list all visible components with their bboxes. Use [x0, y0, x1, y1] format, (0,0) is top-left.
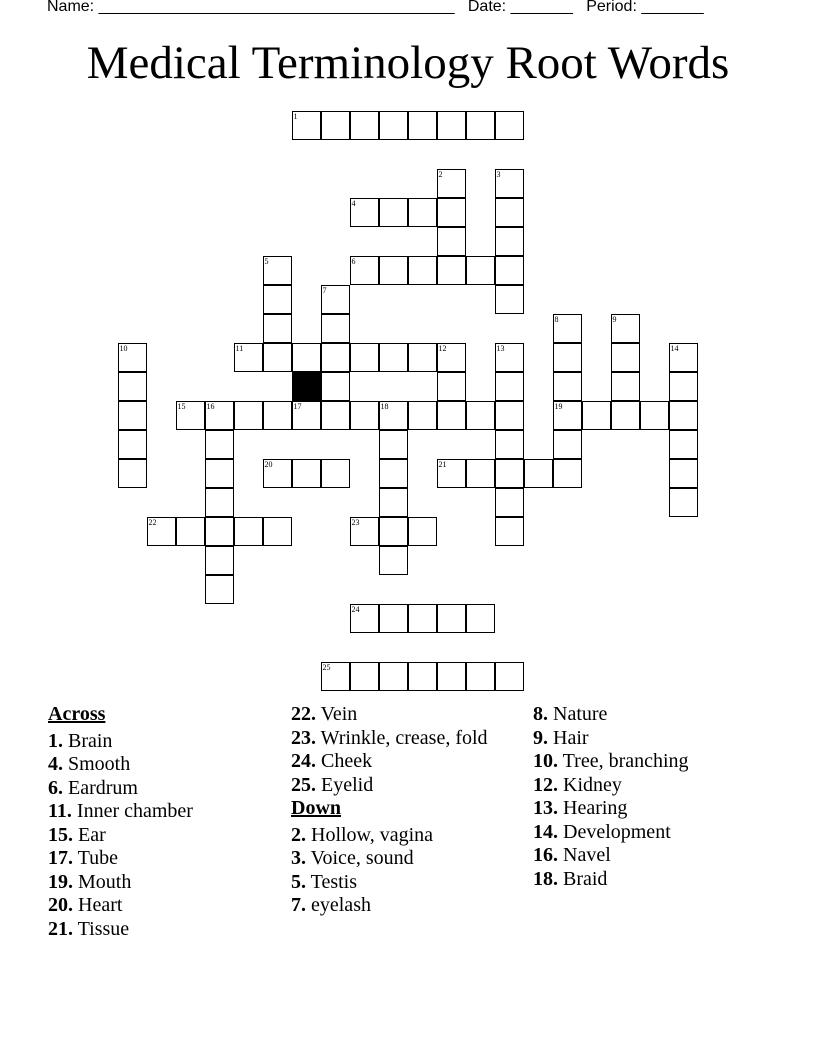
clue-across-22: 22. Vein — [291, 703, 358, 725]
clue-down-12: 12. Kidney — [533, 773, 622, 796]
clue-across-1: 1. Brain — [48, 729, 113, 752]
grid-cell[interactable] — [234, 343, 263, 372]
grid-cell[interactable] — [495, 111, 524, 140]
grid-cell[interactable] — [263, 343, 292, 372]
grid-cell[interactable] — [553, 459, 582, 488]
clue-number: 19 — [554, 401, 563, 411]
grid-cell[interactable] — [437, 459, 466, 488]
clue-across-6: 6. Eardrum — [48, 776, 138, 799]
grid-cell[interactable] — [118, 372, 147, 401]
grid-cell[interactable] — [437, 401, 466, 430]
grid-cell[interactable] — [205, 546, 234, 575]
grid-cell[interactable] — [176, 401, 205, 430]
grid-cell[interactable] — [379, 517, 408, 546]
clue-number: 20 — [264, 459, 273, 469]
grid-cell[interactable] — [408, 662, 437, 691]
grid-cell[interactable] — [437, 343, 466, 372]
name-blank[interactable]: ________________________________________ — [98, 0, 455, 15]
clue-across-25: 25. Eyelid — [291, 773, 374, 796]
clue-number: 21 — [438, 459, 447, 469]
name-label: Name: — [47, 0, 95, 15]
clue-number: 5 — [264, 256, 269, 266]
grid-cell[interactable] — [118, 430, 147, 459]
grid-cell[interactable] — [379, 604, 408, 633]
clue-number: 6 — [351, 256, 356, 266]
clue-number: 12 — [438, 343, 447, 353]
grid-cell[interactable] — [466, 111, 495, 140]
grid-cell[interactable] — [495, 517, 524, 546]
grid-cell[interactable] — [495, 372, 524, 401]
clue-down-16: 16. Navel — [533, 844, 611, 866]
grid-cell[interactable] — [437, 604, 466, 633]
grid-cell[interactable] — [669, 401, 698, 430]
grid-cell[interactable] — [234, 401, 263, 430]
grid-cell[interactable] — [669, 488, 698, 517]
grid-cell[interactable] — [495, 662, 524, 691]
clue-number: 22 — [148, 517, 157, 527]
clue-number: 23 — [351, 517, 360, 527]
grid-cell[interactable] — [321, 662, 350, 691]
clue-down-18: 18. Braid — [533, 867, 608, 890]
blocked-cell — [292, 372, 321, 401]
grid-cell[interactable] — [640, 401, 669, 430]
across-heading: Across — [48, 703, 106, 725]
grid-cell[interactable] — [495, 169, 524, 198]
clue-across-15: 15. Ear — [48, 823, 106, 846]
grid-cell[interactable] — [292, 401, 321, 430]
grid-cell[interactable] — [321, 111, 350, 140]
grid-cell[interactable] — [205, 459, 234, 488]
grid-cell[interactable] — [350, 662, 379, 691]
clue-column-2 — [291, 703, 526, 918]
clue-number: 17 — [293, 401, 302, 411]
grid-cell[interactable] — [379, 546, 408, 575]
clue-down-8: 8. Nature — [533, 703, 608, 725]
grid-cell[interactable] — [379, 662, 408, 691]
grid-cell[interactable] — [437, 227, 466, 256]
grid-cell[interactable] — [234, 517, 263, 546]
clue-column-3 — [533, 703, 773, 891]
clue-number: 18 — [380, 401, 389, 411]
grid-cell[interactable] — [176, 517, 205, 546]
grid-cell[interactable] — [611, 314, 640, 343]
grid-cell[interactable] — [611, 401, 640, 430]
clue-number: 1 — [293, 111, 298, 121]
grid-cell[interactable] — [611, 372, 640, 401]
grid-cell[interactable] — [495, 401, 524, 430]
grid-cell[interactable] — [379, 343, 408, 372]
grid-cell[interactable] — [437, 111, 466, 140]
clue-down-5: 5. Testis — [291, 870, 358, 893]
clue-number: 4 — [351, 198, 356, 208]
grid-cell[interactable] — [437, 372, 466, 401]
grid-cell[interactable] — [379, 488, 408, 517]
grid-cell[interactable] — [350, 343, 379, 372]
grid-cell[interactable] — [350, 401, 379, 430]
grid-cell[interactable] — [669, 459, 698, 488]
clue-across-11: 11. Inner chamber — [48, 800, 193, 822]
clue-number: 14 — [670, 343, 679, 353]
grid-cell[interactable] — [437, 662, 466, 691]
period-blank[interactable]: _______ — [641, 0, 704, 15]
grid-cell[interactable] — [553, 401, 582, 430]
grid-cell[interactable] — [321, 372, 350, 401]
grid-cell[interactable] — [553, 314, 582, 343]
grid-cell[interactable] — [205, 401, 234, 430]
grid-cell[interactable] — [263, 285, 292, 314]
grid-cell[interactable] — [495, 285, 524, 314]
grid-cell[interactable] — [495, 459, 524, 488]
clue-number: 24 — [351, 604, 360, 614]
grid-cell[interactable] — [292, 343, 321, 372]
grid-cell[interactable] — [379, 198, 408, 227]
clue-number: 13 — [496, 343, 505, 353]
grid-cell[interactable] — [611, 343, 640, 372]
grid-cell[interactable] — [466, 401, 495, 430]
grid-cell[interactable] — [408, 111, 437, 140]
grid-cell[interactable] — [495, 256, 524, 285]
clue-down-9: 9. Hair — [533, 726, 589, 749]
grid-cell[interactable] — [408, 343, 437, 372]
clue-number: 15 — [177, 401, 186, 411]
grid-cell[interactable] — [466, 459, 495, 488]
grid-cell[interactable] — [495, 198, 524, 227]
clue-number: 3 — [496, 169, 501, 179]
grid-cell[interactable] — [466, 604, 495, 633]
clue-number: 8 — [554, 314, 559, 324]
clue-number: 2 — [438, 169, 443, 179]
grid-cell[interactable] — [321, 285, 350, 314]
grid-cell[interactable] — [582, 401, 611, 430]
grid-cell[interactable] — [408, 198, 437, 227]
down-heading: Down — [291, 797, 342, 819]
grid-cell[interactable] — [495, 430, 524, 459]
clue-across-24: 24. Cheek — [291, 750, 373, 772]
grid-cell[interactable] — [205, 430, 234, 459]
grid-cell[interactable] — [408, 517, 437, 546]
grid-cell[interactable] — [553, 372, 582, 401]
clue-down-14: 14. Development — [533, 820, 671, 843]
grid-cell[interactable] — [553, 430, 582, 459]
grid-cell[interactable] — [553, 343, 582, 372]
grid-cell[interactable] — [379, 459, 408, 488]
grid-cell[interactable] — [495, 227, 524, 256]
grid-cell[interactable] — [437, 169, 466, 198]
clue-number: 10 — [119, 343, 128, 353]
page-title: Medical Terminology Root Words — [86, 37, 730, 89]
grid-cell[interactable] — [437, 256, 466, 285]
period-label: Period: — [586, 0, 637, 15]
grid-cell[interactable] — [669, 343, 698, 372]
grid-cell[interactable] — [292, 459, 321, 488]
clue-across-17: 17. Tube — [48, 847, 119, 869]
grid-cell[interactable] — [147, 517, 176, 546]
grid-cell[interactable] — [524, 459, 553, 488]
grid-cell[interactable] — [350, 256, 379, 285]
grid-cell[interactable] — [350, 198, 379, 227]
clue-across-21: 21. Tissue — [48, 917, 130, 940]
grid-cell[interactable] — [408, 256, 437, 285]
clue-down-3: 3. Voice, sound — [291, 847, 414, 869]
date-blank[interactable]: _______ — [510, 0, 573, 15]
clue-down-10: 10. Tree, branching — [533, 750, 689, 772]
grid-cell[interactable] — [379, 256, 408, 285]
grid-cell[interactable] — [118, 401, 147, 430]
grid-cell[interactable] — [379, 401, 408, 430]
clue-number: 25 — [322, 662, 331, 672]
clue-number: 9 — [612, 314, 617, 324]
grid-cell[interactable] — [321, 459, 350, 488]
clue-across-4: 4. Smooth — [48, 753, 131, 775]
clue-column-1 — [48, 703, 283, 941]
grid-cell[interactable] — [263, 256, 292, 285]
grid-cell[interactable] — [466, 662, 495, 691]
clue-down-13: 13. Hearing — [533, 797, 628, 819]
grid-cell[interactable] — [350, 111, 379, 140]
grid-cell[interactable] — [408, 401, 437, 430]
grid-cell[interactable] — [495, 488, 524, 517]
grid-cell[interactable] — [669, 430, 698, 459]
clue-down-2: 2. Hollow, vagina — [291, 823, 434, 846]
grid-cell[interactable] — [350, 604, 379, 633]
grid-cell[interactable] — [263, 459, 292, 488]
grid-cell[interactable] — [205, 575, 234, 604]
grid-cell[interactable] — [205, 517, 234, 546]
grid-cell[interactable] — [669, 372, 698, 401]
clue-number: 16 — [206, 401, 215, 411]
clue-number: 11 — [235, 343, 244, 353]
grid-cell[interactable] — [292, 111, 321, 140]
grid-cell[interactable] — [466, 256, 495, 285]
grid-cell[interactable] — [321, 401, 350, 430]
grid-cell[interactable] — [350, 517, 379, 546]
grid-cell[interactable] — [205, 488, 234, 517]
clue-number: 7 — [322, 285, 327, 295]
grid-cell[interactable] — [263, 314, 292, 343]
clue-across-20: 20. Heart — [48, 894, 123, 916]
grid-cell[interactable] — [437, 198, 466, 227]
grid-cell[interactable] — [263, 517, 292, 546]
grid-cell[interactable] — [321, 314, 350, 343]
clue-across-19: 19. Mouth — [48, 870, 132, 893]
grid-cell[interactable] — [495, 343, 524, 372]
grid-cell[interactable] — [379, 111, 408, 140]
date-label: Date: — [467, 0, 507, 15]
grid-cell[interactable] — [321, 343, 350, 372]
clue-across-23: 23. Wrinkle, crease, fold — [291, 726, 488, 749]
grid-cell[interactable] — [379, 430, 408, 459]
grid-cell[interactable] — [118, 459, 147, 488]
clue-down-7: 7. eyelash — [291, 894, 371, 916]
grid-cell[interactable] — [118, 343, 147, 372]
grid-cell[interactable] — [408, 604, 437, 633]
grid-cell[interactable] — [263, 401, 292, 430]
